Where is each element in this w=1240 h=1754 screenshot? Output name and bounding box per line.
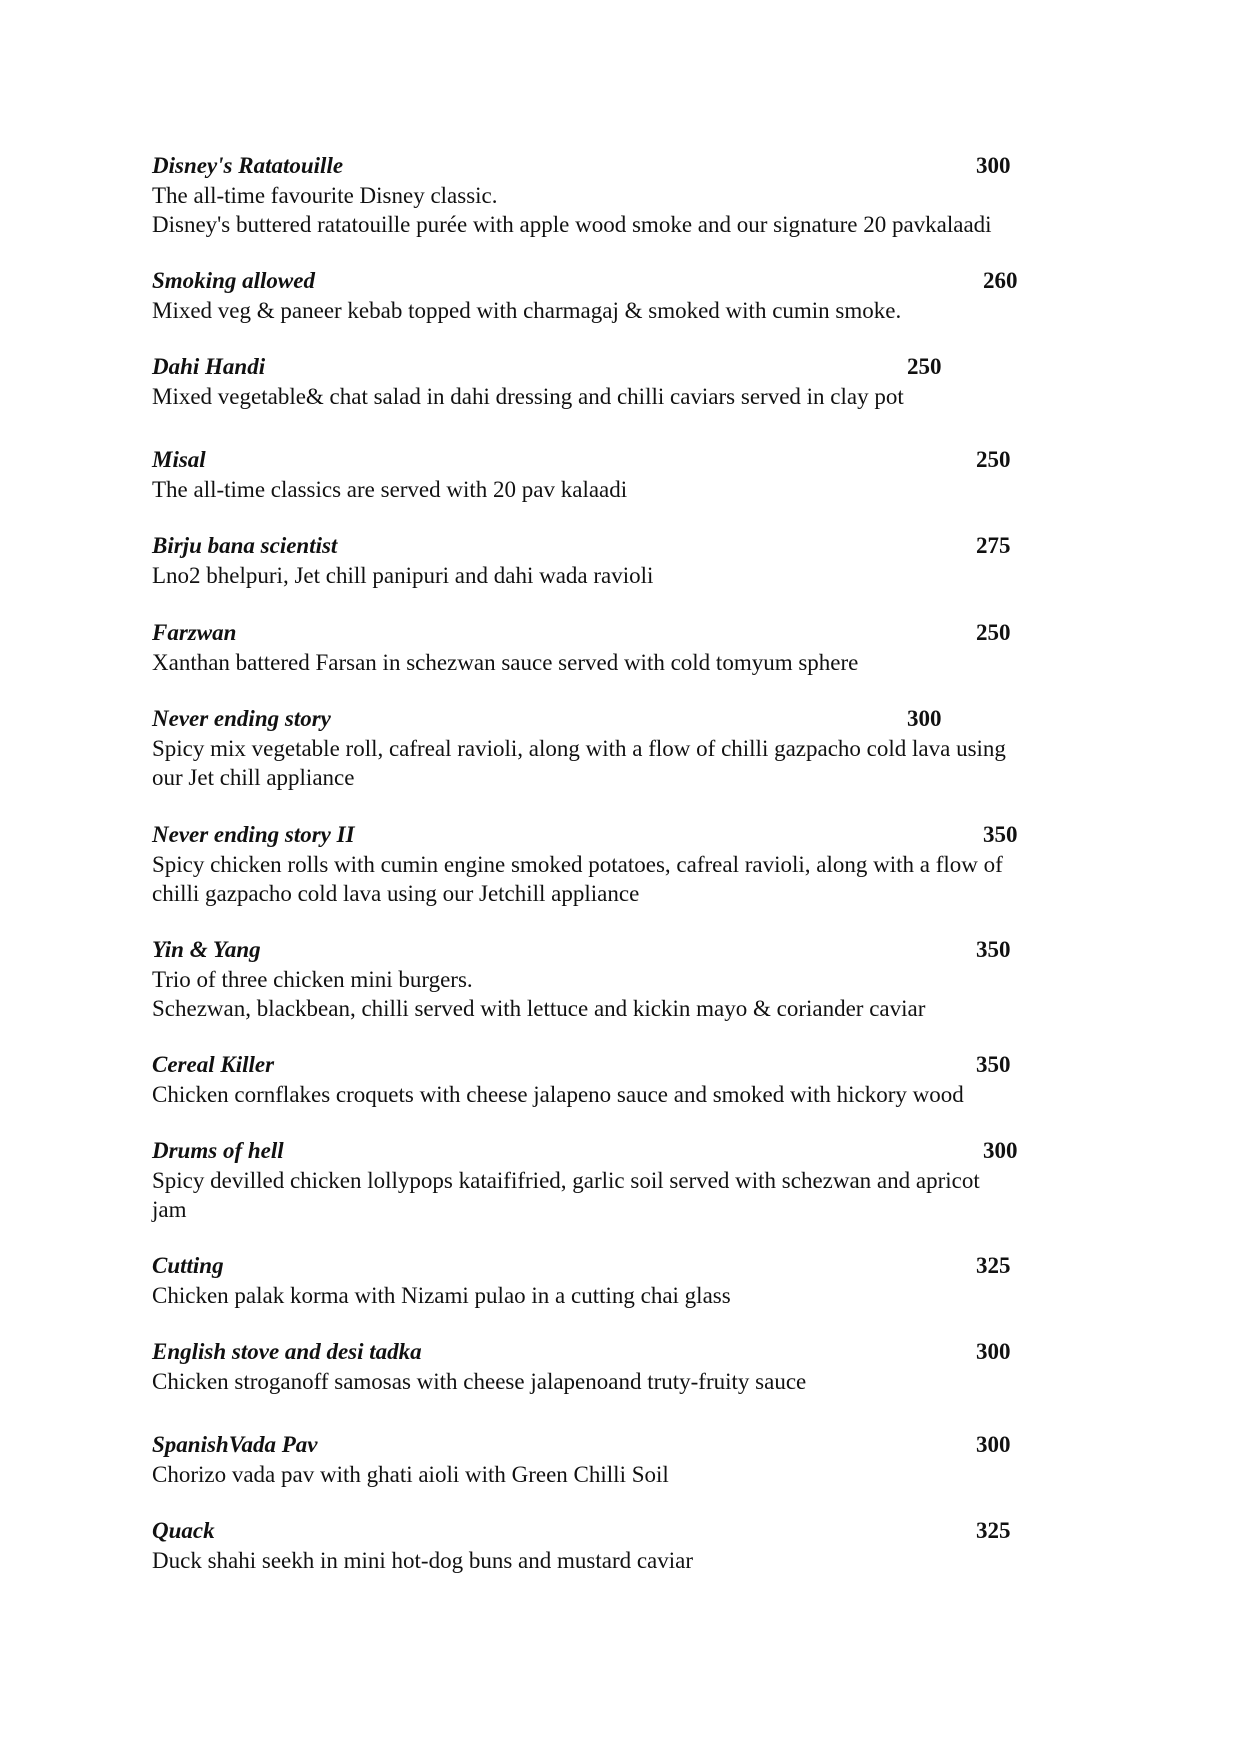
item-description (152, 648, 1112, 677)
item-price: 300 (976, 153, 1011, 178)
item-name: Farzwan (152, 620, 237, 645)
item-description (152, 1281, 1112, 1310)
description-line: Chorizo vada pav with ghati aioli with Green Chilli Soil (152, 1462, 669, 1487)
description-line: Mixed veg & paneer kebab topped with charmagaj & smoked with cumin smoke. (152, 298, 902, 323)
item-price: 260 (983, 268, 1018, 293)
item-price: 250 (976, 620, 1011, 645)
item-description (152, 1080, 1112, 1109)
item-description (152, 296, 1112, 325)
item-price: 300 (983, 1138, 1018, 1163)
description-line: Spicy mix vegetable roll, cafreal ravioli, along with a flow of chilli gazpacho cold lava using (152, 736, 1006, 761)
item-name: SpanishVada Pav (152, 1432, 318, 1457)
item-description (152, 734, 1112, 792)
item-description (152, 850, 1112, 908)
item-description (152, 965, 1112, 1023)
item-price: 350 (976, 1052, 1011, 1077)
description-line: chilli gazpacho cold lava using our Jetchill appliance (152, 881, 640, 906)
description-line: Schezwan, blackbean, chilli served with lettuce and kickin mayo & coriander caviar (152, 996, 926, 1021)
item-name: Birju bana scientist (152, 533, 338, 558)
item-description (152, 561, 1112, 590)
item-name: English stove and desi tadka (152, 1339, 422, 1364)
item-price: 325 (976, 1518, 1011, 1543)
description-line: Chicken cornflakes croquets with cheese jalapeno sauce and smoked with hickory wood (152, 1082, 964, 1107)
item-name: Misal (152, 447, 206, 472)
item-name: Quack (152, 1518, 215, 1543)
item-price: 300 (976, 1339, 1011, 1364)
item-name: Never ending story (152, 706, 331, 731)
item-name: Smoking allowed (152, 268, 315, 293)
item-name: Cereal Killer (152, 1052, 275, 1077)
description-line: Disney's buttered ratatouille purée with apple wood smoke and our signature 20 pavkalaadi (152, 212, 992, 237)
item-name: Yin & Yang (152, 937, 261, 962)
item-price: 325 (976, 1253, 1011, 1278)
description-line: Chicken palak korma with Nizami pulao in a cutting chai glass (152, 1283, 731, 1308)
description-line: Lno2 bhelpuri, Jet chill panipuri and dahi wada ravioli (152, 563, 654, 588)
item-price: 275 (976, 533, 1011, 558)
item-price: 350 (976, 937, 1011, 962)
item-price: 250 (907, 354, 942, 379)
description-line: Spicy chicken rolls with cumin engine smoked potatoes, cafreal ravioli, along with a flow of (152, 852, 1003, 877)
item-description (152, 1546, 1112, 1575)
item-description (152, 475, 1112, 504)
description-line: our Jet chill appliance (152, 765, 355, 790)
description-line: jam (152, 1197, 187, 1222)
item-price: 350 (983, 822, 1018, 847)
description-line: Duck shahi seekh in mini hot-dog buns and mustard caviar (152, 1548, 694, 1573)
item-name: Drums of hell (152, 1138, 284, 1163)
description-line: Trio of three chicken mini burgers. (152, 967, 473, 992)
item-name: Dahi Handi (152, 354, 266, 379)
description-line: Xanthan battered Farsan in schezwan sauce served with cold tomyum sphere (152, 650, 859, 675)
description-line: Spicy devilled chicken lollypops kataififried, garlic soil served with schezwan and apricot (152, 1168, 980, 1193)
item-price: 250 (976, 447, 1011, 472)
description-line: The all-time classics are served with 20 pav kalaadi (152, 477, 628, 502)
item-description (152, 1367, 1112, 1396)
description-line: Chicken stroganoff samosas with cheese jalapenoand truty-fruity sauce (152, 1369, 807, 1394)
item-price: 300 (976, 1432, 1011, 1457)
description-line: Mixed vegetable& chat salad in dahi dressing and chilli caviars served in clay pot (152, 384, 904, 409)
item-name: Disney's Ratatouille (152, 153, 344, 178)
item-description (152, 181, 1112, 239)
item-description (152, 1460, 1112, 1489)
description-line: The all-time favourite Disney classic. (152, 183, 498, 208)
item-name: Cutting (152, 1253, 224, 1278)
item-description (152, 382, 1112, 411)
item-name: Never ending story II (152, 822, 355, 847)
item-description (152, 1166, 1112, 1224)
item-price: 300 (907, 706, 942, 731)
